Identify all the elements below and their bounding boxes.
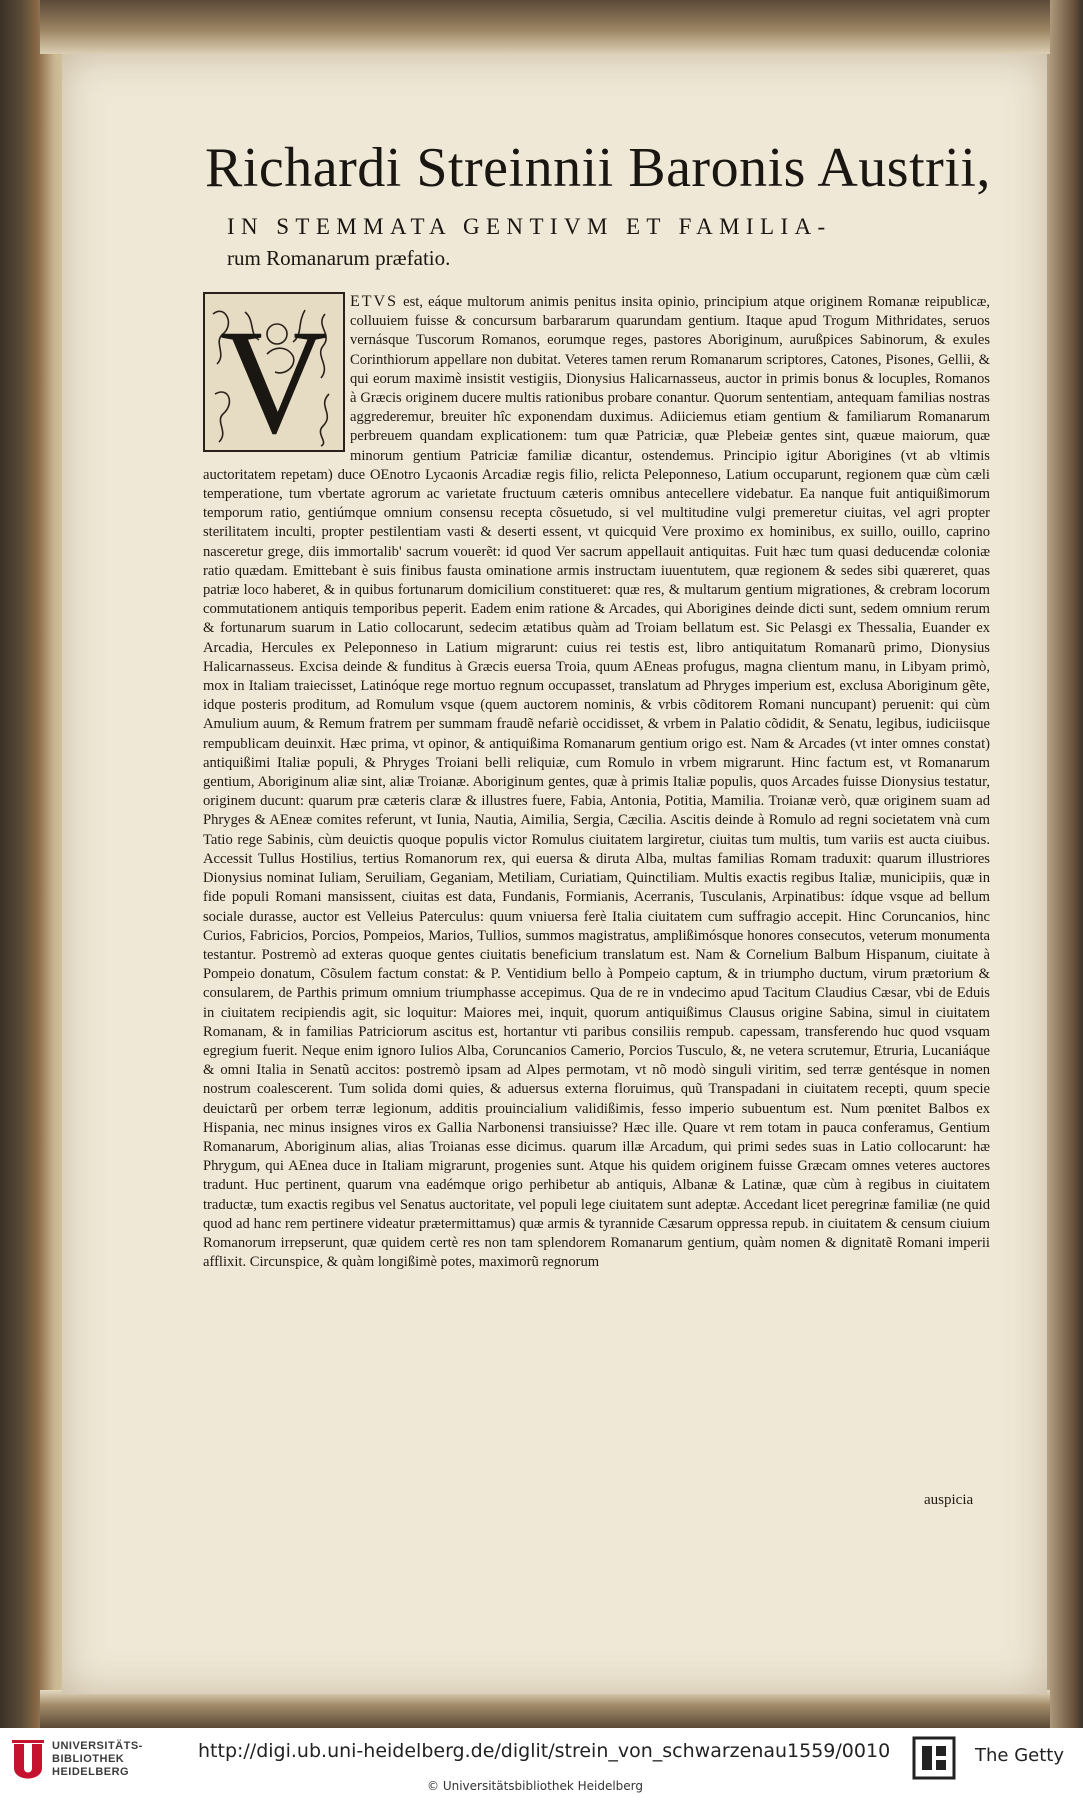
body-lead-word: ETVS — [350, 293, 398, 310]
getty-logo-icon[interactable] — [912, 1736, 956, 1780]
book-top-edge — [40, 0, 1050, 54]
body-paragraph: est, eáque multorum animis penitus insita opinio, principium atque originem Romanæ reipublicæ, colluuiem fuisse & concursum barbararum quarundam gentium. Itaque apud Trogum Mithridates, seruos vernásque Tuscorum Romanos, eorumque reges, pastores Aboriginum, aurußpices Sabinorum, & exules Corinthiorum appellare non dubitat. Veteres tamen rerum Romanarum scriptores, Catones, Pisones, Gellii, & qui eorum maximè insistit vestigiis, Dionysius Halicarnasseus, auctor in primis bonus & locuples, Romanos à Græcis originem ducere multis rationibus probare conantur. Quorum sententiam, antequam familias nostras aggrederemur, breuiter hîc exponendam duximus. Adiiciemus etiam gentium & familiarum Romanarum perbreuem quandam explicationem: tum quæ Patriciæ, quæ Plebeiæ gentes sint, quæue maiorum, quæ minorum gentium Patriciæ familiæ dicantur, ostendemus. Principio igitur Aborigines (vt ab vltimis auctoritatem repetam) duce OEnotro Lycaonis Arcadiæ regis filio, relicta Peleponneso, Latium occuparunt, regionem quæ cùm cæli temperatione, tum vbertate agrorum ac varietate fructuum cæteris omnibus antecellere videbatur. Ea nanque fuit antiquißimorum temporum ratio, gentiúmque omnium consensu recepta cõsuetudo, si vel multitudine vulgi premeretur ciuitas, vel agri propter sterilitatem inculti, propter pestilentiam vasti & deserti essent, vt quicquid Vere proximo ex hominibus, ex suillo, ouillo, caprino nasceretur grege, diis immortalib' sacrum vouerẽt: id quod Ver sacrum appellauit antiquitas. Fuit hæc tum quasi deducendæ coloniæ ratio quædam. Emittebant è suis finibus fausta ominatione armis instructam iuuentutem, quæ regionem & sedes sibi quæreret, quas patriæ loco haberet, & in quibus fortunarum domicilium constitueret: quæ res, & multarum gentium migrationes, & crebram locorum commutationem antiquis temporibus peperit. Eadem enim ratione & Arcades, qui Aborigines deinde dicti sunt, sedem omnium rerum & fortunarum suarum in Latio collocarunt, sedecim ætatibus quàm ad Troiam bellatum est. Sic Pelasgi ex Thessalia, Euander ex Arcadia, Hercules ex Peleponneso in Latium migrarunt: cuius rei testis est, libro antiquitatum Romanarũ primo, Dionysius Halicarnasseus. Excisa deinde & funditus à Græcis euersa Troia, quum AEneas profugus, magna clientum manu, in Libyam primò, mox in Italiam traiecisset, Latinóque rege mortuo regnum occupasset, translatum ad Phryges imperium est, exclusa Aboriginum gẽte, idque posteris proditum, ad Romulum vsque (quem auctorem nominis, & vrbis cõditorem Romani nuncupant) peruenit: qui cùm Amulium auum, & Remum fratrem per summam fraudẽ nefariè occidisset, & vrbem in Palatio cõdidit, & Senatu, legibus, iudiciisque rempublicam deuinxit. Hæc prima, vt opinor, & antiquißima Romanarum gentium origo est. Nam & Arcades (vt inter omnes constat) antiquißimi Italiæ populi, & Phryges Troiani belli reliquiæ, cum Romulo in vrbem migrarunt. Hinc factum est, vt Romanarum gentium, Aboriginum aliæ sint, aliæ Troianæ. Aboriginum gentes, quæ à primis Italiæ populis, quos Arcades fuisse Dionysius testatur, originem ducunt: quarum præ cæteris claræ & illustres fuere, Fabia, Antonia, Potitia, Mamilia. Troianæ verò, quæ originem suam ad Phryges & AEneæ comites referunt, vt Iunia, Nautia, Aimilia, Sergia, Cæcilia. Ascitis deinde à Romulo ad regni societatem vnà cum Tatio rege Sabinis, cùm deuictis quoque populis victor Romulus ciuitatem largiretur, ciuitas tum multis, tum variis est aucta ciuibus. Accessit Tullus Hostilius, tertius Romanorum rex, qui euersa & diruta Alba, multas familias Romam traduxit: quarum illustriores Dionysius nominat Iuliam, Seruiliam, Geganiam, Metiliam, Curiatiam, Quinctiliam. Multis exactis regibus Italiæ, municipiis, quæ in fide populi Romani mansissent, ciuitas est data, Fundanis, Formianis, Acerranis, Tusculanis, Arpinatibus: ídque vsque ad bellum sociale durasse, auctor est Velleius Paterculus: quum vniuersa ferè Italia ciuitatem cum suffragio accepit. Hinc Coruncanios, hinc Curios, Fabricios, Porcios, Pompeios, Marios, Tullios, summos magistratus, amplißimósque honores consecutos, veterum monumenta testantur. Postremò ad exteras quoque gentes ciuitatis beneficium translatum est. Nam & Cornelium Balbum Hispanum, ciuitate à Pompeio donatum, Cõsulem factum constat: & P. Ventidium bello à Pompeio captum, & in triumpho ductum, virum prætorium & consularem, de Parthis primum omnium triumphasse accepimus. Qua de re in vndecimo apud Tacitum Claudius Cæsar, vbi de Eduis in ciuitatem recipiendis agit, sic loquitur: Maiores mei, inquit, quorum antiquißimus Clausus origine Sabina, simul in ciuitatem Romanam, & in familias Patriciorum ascitus est, hortantur vti paribus consiliis rempub. capessam, transferendo huc quod vsquam egregium fuerit. Neque enim ignoro Iulios Alba, Coruncanios Camerio, Porcios Tusculo, &, ne vetera scrutemur, Etruria, Lucaniáque & omni Italia in Senatũ accitos: postremò ipsam ad Alpes permotam, vt nõ modò singuli viritim, sed terræ gentésque in nomen nostrum coalescerent. Tum solida domi quies, & aduersus externa floruimus, quũ Transpadani in ciuitatem recepti, quum specie deuictarũ per orbem terræ legionum, additis prouincialium validißimis, fesso imperio subuentum est. Num pœnitet Balbos ex Hispania, nec minus insignes viros ex Gallia Narbonensi transiuisse? Hæc ille. Quare vt rem totam in pauca conferamus, Gentium Romanarum, Aboriginum alias, alias Troianas esse dicimus. quarum illæ Arcadum, qui primi sedes suas in Latio collocarunt: hæ Phrygum, qui AEnea duce in Italiam migrarunt, progenies sunt. Atque his quidem originem fuisse Græcam omnes veteres auctores tradunt. Huc pertinent, quarum vna eadémque origo perhibetur ab antiquis, Albanæ & Latinæ, quæ cùm à regibus in ciuitatem traductæ, tum exactis regibus vel Senatus auctoritate, vel populi lege ciuitatem sunt adeptæ. Accedant licet peregrinæ familiæ (ne quid quod ad hanc rem pertinere videatur prætermittamus) quæ armis & tyrannide Cæsarum oppressa repub. in ciuitatem & censum ciuium Romanorum irrepserunt, quæ quidem certè res non tam splendorem Romanarum gentium, quàm nomen & dignitatẽ Romani imperii afflixit. Circunspice, & quàm longißimè potes, maximorũ regnorum — [203, 294, 990, 1271]
catchword: auspicia — [924, 1492, 974, 1508]
page-subtitle-line1: IN STEMMATA GENTIVM ET FAMILIA- — [227, 214, 832, 239]
library-name — [52, 1740, 143, 1779]
library-line1: UNIVERSITÄTS- — [52, 1740, 143, 1752]
book-bottom-edge — [40, 1690, 1050, 1728]
decorated-initial-v-icon — [203, 292, 345, 452]
drop-cap-letter: V — [219, 299, 329, 450]
viewer-footer — [0, 1728, 1083, 1804]
body-text — [203, 292, 990, 1487]
copyright-notice: © Universitätsbibliothek Heidelberg — [427, 1779, 644, 1793]
page-subtitle-line2: rum Romanarum præfatio. — [227, 246, 451, 270]
library-line3: HEIDELBERG — [52, 1766, 130, 1778]
library-line2: BIBLIOTHEK — [52, 1753, 125, 1765]
permalink-url[interactable]: http://digi.ub.uni-heidelberg.de/diglit/strein_von_schwarzenau1559/0010 — [198, 1740, 891, 1762]
getty-label: The Getty — [975, 1745, 1064, 1766]
ub-heidelberg-logo-icon[interactable] — [10, 1738, 46, 1782]
page-title: Richardi Streinnii Baronis Austrii, — [205, 137, 991, 199]
